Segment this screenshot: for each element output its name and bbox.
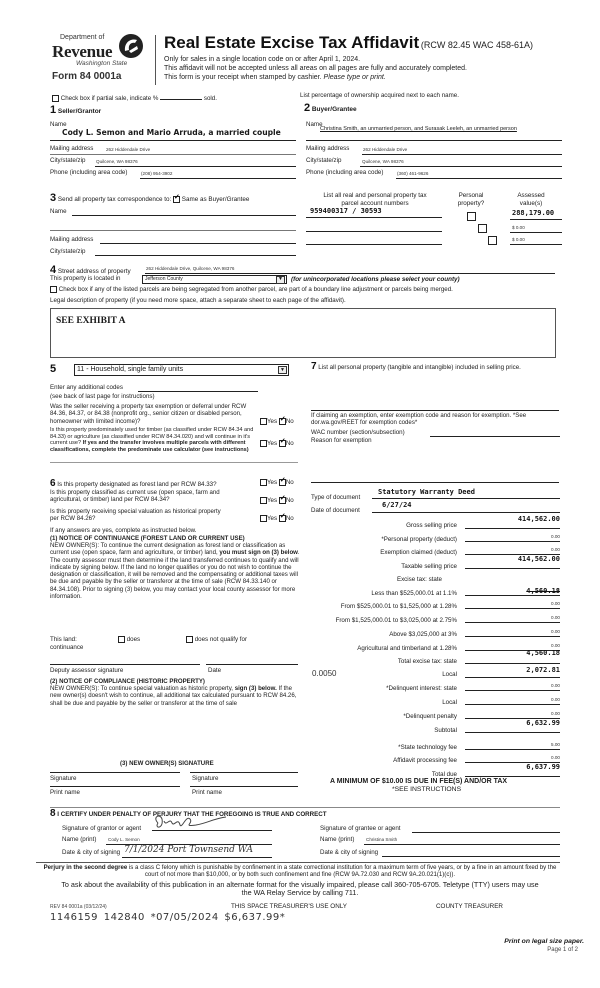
minimum-note: A MINIMUM OF $10.00 IS DUE IN FEE(S) AND/OR TAX — [330, 778, 508, 785]
does-not-qualify-checkbox[interactable] — [186, 636, 193, 643]
q-exemption-answers: Yes ✓ No — [260, 418, 294, 426]
grantor-date-city-field[interactable]: 7/1/2024 Port Townsend WA — [124, 845, 254, 855]
seller-city-field[interactable]: Quilcene, WA 98376 — [96, 159, 138, 164]
buyer-mailing-label: Mailing address — [306, 145, 350, 152]
delinquent-interest-local-label: Local — [442, 699, 457, 706]
buyer-phone-line — [396, 178, 562, 179]
grantor-name-field[interactable]: Cody L. Semon — [108, 837, 140, 842]
grantor-signature-scribble-icon — [152, 813, 232, 831]
seller-name-line — [50, 140, 296, 141]
deputy-date-field[interactable] — [206, 664, 298, 665]
doc-type-field[interactable]: Statutory Warranty Deed — [378, 488, 475, 496]
same-as-buyer-checkbox[interactable] — [173, 196, 180, 203]
segregated-row: Check box if any of the listed parcels are being segregated from another parcel, are part of a boundary line adjustment or parcels being merged. — [50, 286, 453, 294]
county-select[interactable]: Jefferson County ▼ — [142, 275, 287, 284]
form-title: Real Estate Excise Tax Affidavit — [164, 33, 420, 52]
legal-desc-label: Legal description of property (if you need more space, attach a separate sheet to each page of the affidavit). — [50, 297, 346, 304]
personal-col-header: Personal property? — [457, 192, 485, 207]
section-4-street: 4 Street address of property — [50, 264, 131, 276]
section-7-heading: 7 List all personal property (tangible and intangible) included in selling price. — [311, 361, 521, 372]
does-not-option: does not qualify for — [186, 636, 247, 644]
does-qualify-checkbox[interactable] — [118, 636, 125, 643]
assessed-line — [510, 219, 562, 220]
doc-date-label: Date of document — [311, 507, 360, 514]
deputy-signature-field[interactable] — [50, 664, 200, 665]
tier2-value[interactable]: 0.00 — [551, 601, 560, 606]
personal-property-checkbox[interactable] — [467, 212, 476, 221]
seller-mailing-field[interactable]: 262 Hiddendale Drive — [106, 147, 151, 152]
chevron-down-icon[interactable]: ▼ — [276, 276, 285, 284]
tech-fee-line — [465, 749, 560, 750]
corr-city-label: City/state/zip — [50, 248, 86, 255]
parcel-line[interactable] — [306, 244, 442, 245]
processing-fee-value[interactable]: 0.00 — [551, 755, 560, 760]
doc-date-field[interactable]: 6/27/24 — [382, 501, 412, 509]
buyer-name-field[interactable]: Christina Smith, an unmarried person, and Surasak Leeleh, an unmarried person — [320, 126, 517, 132]
q-timber-no-checkbox[interactable] — [279, 440, 286, 447]
assessed-line — [510, 244, 562, 245]
assessed-value-field[interactable]: $ 0.00 — [512, 225, 525, 230]
seller-mailing-label: Mailing address — [50, 145, 94, 152]
page-number: Page 1 of 2 — [547, 947, 578, 953]
grantor-date-label: Date & city of signing — [62, 849, 121, 856]
q-timber-answers: Yes ✓ No — [260, 440, 294, 448]
reason-field[interactable] — [311, 482, 559, 483]
corr-mailing-field[interactable] — [100, 243, 296, 244]
notice1-title: (1) NOTICE OF CONTINUANCE (FOREST LAND OR CURRENT USE) — [50, 535, 245, 542]
subtotal-label: Subtotal — [434, 727, 457, 734]
dor-logo — [48, 31, 148, 87]
certify-heading: 8 I CERTIFY UNDER PENALTY OF PERJURY THAT THE FOREGOING IS TRUE AND CORRECT — [50, 808, 327, 819]
q-current-use-answers: Yes ✓ No — [260, 497, 294, 505]
delinquent-interest-state-value[interactable]: 0.00 — [551, 683, 560, 688]
print-name-1-label: Print name — [50, 789, 80, 796]
see-instructions-note: *SEE INSTRUCTIONS — [392, 786, 462, 793]
seller-mailing-line — [50, 154, 296, 155]
assessed-col-header: Assessed value(s) — [517, 192, 545, 207]
partial-sale-row: Check box if partial sale, indicate % sold. — [52, 94, 217, 103]
buyer-phone-label: Phone (including area code) — [306, 169, 384, 176]
additional-codes-label: Enter any additional codes — [50, 384, 123, 391]
partial-sale-percent-field[interactable] — [160, 94, 202, 100]
parcel-line — [306, 217, 442, 218]
section-5-divider — [50, 462, 298, 463]
grantee-name-field[interactable]: Christina Smith — [366, 837, 398, 842]
seller-city-label: City/state/zip — [50, 157, 86, 164]
tier2-line — [465, 608, 560, 609]
buyer-name-label: Name — [306, 121, 323, 128]
tier3-label: From $1,525,000.01 to $3,025,000 at 2.75% — [335, 617, 457, 624]
assessed-value-field[interactable]: 288,179.00 — [512, 209, 555, 217]
grantee-name-label: Name (print) — [320, 836, 355, 843]
q-forest-no-checkbox[interactable] — [279, 479, 286, 486]
assessed-value-field[interactable]: $ 0.00 — [512, 237, 525, 242]
form-number: Form 84 0001a — [52, 71, 122, 82]
assessed-line — [510, 232, 562, 233]
parcel-line[interactable] — [306, 231, 442, 232]
personal-property-checkbox[interactable] — [488, 236, 497, 245]
subtotal-line — [465, 732, 560, 733]
local-rate: 0.0050 — [312, 669, 337, 678]
ag-timber-label: Agricultural and timberland at 1.28% — [357, 645, 457, 652]
legal-description-field[interactable]: SEE EXHIBIT A — [50, 308, 556, 358]
print-name-1-field[interactable] — [50, 786, 180, 787]
seller-phone-label: Phone (including area code) — [50, 169, 128, 176]
total-state-line — [465, 663, 560, 664]
notice2-title: (2) NOTICE OF COMPLIANCE (HISTORIC PROPERTY) — [50, 678, 205, 685]
q-historic-answers: Yes ✓ No — [260, 515, 294, 523]
continuance-label: continuance — [50, 644, 84, 651]
taxable-price-value[interactable]: 414,562.00 — [517, 555, 560, 563]
delinquent-interest-state-label: *Delinquent interest: state — [386, 685, 457, 692]
wac-label: WAC number (section/subsection) — [311, 429, 405, 436]
q-historic-yes-checkbox[interactable] — [260, 515, 267, 522]
section-3-heading: 3 Send all property tax correspondence to: ✓ Same as Buyer/Grantee — [50, 192, 249, 206]
deputy-sig-label: Deputy assessor signature — [50, 667, 124, 674]
tier1-line — [465, 595, 560, 596]
does-option: does — [118, 636, 140, 644]
delinquent-penalty-label: *Delinquent penalty — [403, 713, 457, 720]
parcel-number-field[interactable]: 959400317 / 30593 — [310, 207, 382, 215]
q-exemption-no-checkbox[interactable] — [279, 418, 286, 425]
tier4-label: Above $3,025,000 at 3% — [389, 631, 457, 638]
grantor-sig-label: Signature of grantor or agent — [62, 825, 142, 832]
q-current-use-text: Is this property classified as current use (open space, farm and agricultural, or timber) land per RCW 84.34? — [50, 489, 220, 504]
tier3-value[interactable]: 0.00 — [551, 615, 560, 620]
local-tax-label: Local — [442, 671, 457, 678]
tier1-value[interactable]: 4,560.18 — [526, 587, 560, 595]
doc-type-line — [372, 498, 560, 499]
header-line-3: This form is your receipt when stamped by cashier. Please type or print. — [164, 74, 386, 82]
total-state-value[interactable]: 4,560.18 — [526, 649, 560, 657]
taxable-price-label: Taxable selling price — [401, 563, 457, 570]
wac-field[interactable] — [430, 436, 560, 437]
perjury-notice: Perjury in the second degree is a class C felony which is punishable by confinement in a state correctional institution for a maximum term of five years, or by a fine in an amount fixed by the court of not more than $10,000, or by both such confinement and fine (RCW 9A.72.030 and RCW 9A.20.021(1)(c)). — [43, 864, 557, 878]
q-exemption-text: Was the seller receiving a property tax exemption or deferral under RCW 84.36, 84.37, or 84.38 (nonprofit org., senior citizen or disabled person, homeowner with limited income)? — [50, 403, 247, 425]
chevron-down-icon[interactable]: ▼ — [278, 366, 287, 374]
corr-name-field[interactable] — [72, 215, 296, 216]
receipt-stamp: 1146159 142840 *07/05/2024 $6,637.99* — [50, 912, 286, 923]
tier3-line — [465, 622, 560, 623]
q-historic-text: Is this property receiving special valuation as historical property per RCW 84.26? — [50, 508, 221, 523]
total-due-line — [465, 776, 560, 777]
section-2-heading: 2 Buyer/Grantee — [304, 102, 357, 114]
form-rcw: (RCW 82.45 WAC 458-61A) — [420, 40, 534, 50]
corr-mailing-label: Mailing address — [50, 236, 94, 243]
tier2-label: From $525,000.01 to $1,525,000 at 1.28% — [340, 603, 457, 610]
logo-state-text: Washington State — [76, 60, 128, 67]
section-1-heading: 1 Seller/Grantor — [50, 104, 102, 116]
buyer-mailing-field[interactable]: 262 Hiddendale Drive — [363, 147, 408, 152]
corr-city-field[interactable] — [95, 255, 296, 256]
treasurer-use: THIS SPACE TREASURER'S USE ONLY — [231, 903, 347, 910]
delinquent-penalty-value[interactable]: 0.00 — [551, 711, 560, 716]
grantor-name-label: Name (print) — [62, 836, 97, 843]
logo-dept-text: Department of — [60, 34, 105, 41]
new-owner-signature-1-field[interactable] — [50, 772, 180, 773]
tax-calculation — [300, 515, 572, 805]
buyer-phone-field[interactable]: (360) 461-9626 — [397, 171, 429, 176]
alt-format-notice: To ask about the availability of this publication in an alternate format for the visually impaired, please call 360-705-6705. Teletype (TTY) users may use the WA Relay Service by calling 711. — [61, 880, 539, 897]
q-forest-row: 6 Is this property designated as forest land per RCW 84.33? — [50, 478, 217, 489]
grantor-date-line — [122, 857, 272, 858]
grantee-sig-label: Signature of grantee or agent — [320, 825, 401, 832]
ownership-note: List percentage of ownership acquired next to each name. — [300, 92, 459, 99]
segregated-checkbox[interactable] — [50, 286, 57, 293]
delinquent-interest-state-line — [465, 690, 560, 691]
notice2-text: NEW OWNER(S): To continue special valuation as historic property, sign (3) below. If the new owner(s) doesn't wish to continue, all additional tax calculated pursuant to RCW 84.26, shall be due and payable by the seller or transferor at the time of sale — [50, 685, 297, 707]
buyer-mailing-line — [362, 154, 562, 155]
signature-1-label: Signature — [50, 775, 77, 782]
total-due-label: Total due — [431, 771, 457, 778]
notice3-title: (3) NEW OWNER(S) SIGNATURE — [120, 760, 214, 767]
deputy-date-label: Date — [208, 667, 222, 674]
taxable-price-line — [465, 568, 560, 569]
header-line-1: Only for sales in a single location code on or after April 1, 2024. — [164, 56, 361, 64]
gross-price-line — [465, 528, 560, 529]
rev-number: REV 84 0001a (03/12/24) — [50, 904, 107, 910]
delinquent-interest-local-value[interactable]: 0.00 — [551, 697, 560, 702]
exemption-claimed-value[interactable]: 0.00 — [551, 547, 560, 552]
header-divider — [155, 35, 156, 85]
subtotal-value[interactable]: 6,632.99 — [526, 719, 560, 727]
additional-codes-field[interactable] — [138, 391, 258, 392]
print-name-2-label: Print name — [192, 789, 222, 796]
new-owner-signature-2-field[interactable] — [190, 772, 298, 773]
header-line-2: This affidavit will not be accepted unless all areas on all pages are fully and accurately completed. — [164, 65, 467, 73]
local-tax-line — [465, 677, 560, 678]
signature-2-label: Signature — [192, 775, 219, 782]
q-timber-yes-checkbox[interactable] — [260, 440, 267, 447]
total-state-label: Total excise tax: state — [397, 658, 457, 665]
this-land-label: This land: — [50, 636, 77, 643]
property-street-field[interactable]: 262 Hiddendale Drive, Quilcene, WA 98376 — [146, 266, 235, 271]
grantee-date-label: Date & city of signing — [320, 849, 379, 856]
located-in-label: This property is located in — [50, 275, 121, 282]
notice1-text: NEW OWNER(S): To continue the current designation as forest land or classification as current use (open space, farm and agriculture, or timber) land, you must sign on (3) below. The county assessor must then determine if the land transferred continues to qualify and will indicate by signing below. If the land no longer qualifies or you do not wish to continue the designation or classification, it will be removed and the compensating or additional taxes will be due and payable by the seller or transferor at the time of sale (RCW 84.33.140 or 84.34.108). Prior to signing (3) below, you may contact your local county assessor for more information. — [50, 542, 300, 601]
personal-property-list-field[interactable] — [311, 410, 559, 411]
form-title-block — [164, 32, 594, 82]
ag-timber-value[interactable]: 0.00 — [551, 643, 560, 648]
section-5-number: 5 — [50, 363, 57, 375]
tier1-label: Less than $525,000.01 at 1.1% — [371, 590, 457, 597]
corr-name-line-2 — [50, 230, 296, 231]
property-street-line — [145, 273, 555, 274]
exemption-instructions: If claiming an exemption, enter exemption code and reason for exemption. *See dor.wa.gov/REET for exemption codes* — [311, 412, 527, 427]
seller-name-field[interactable]: Cody L. Semon and Mario Arruda, a married couple — [62, 128, 281, 137]
delinquent-interest-local-line — [465, 704, 560, 705]
parcel-col-header: List all real and personal property tax parcel account numbers — [323, 192, 427, 207]
county-treasurer: COUNTY TREASURER — [436, 903, 503, 910]
excise-state-heading: Excise tax: state — [396, 576, 442, 583]
tech-fee-label: *State technology fee — [398, 744, 457, 751]
processing-fee-label: Affidavit processing fee — [393, 757, 457, 764]
doc-type-label: Type of document — [311, 494, 361, 501]
q-current-no-checkbox[interactable] — [279, 497, 286, 504]
if-yes-note: If any answers are yes, complete as instructed below. — [50, 527, 197, 534]
q-forest-answers: Yes ✓ No — [260, 479, 294, 487]
seller-name-label: Name — [50, 121, 67, 128]
local-tax-value[interactable]: 2,072.81 — [526, 666, 560, 674]
partial-sale-checkbox[interactable] — [52, 95, 59, 102]
print-name-2-field[interactable] — [190, 786, 298, 787]
seller-phone-field[interactable]: (208) 954-3902 — [141, 171, 173, 176]
grantor-signature-field[interactable] — [152, 815, 272, 831]
tier4-line — [465, 636, 560, 637]
q-timber-text: Is this property predominately used for timber (as classified under RCW 84.34 and 84.33) or agriculture (as classified under RCW 84.34.020) and will continue in it's current use? If yes and the transfer involves multiple parcels with different classifications, complete the predominate use calculator (see instructions) — [50, 427, 254, 453]
buyer-city-field[interactable]: Quilcene, WA 98376 — [362, 159, 404, 164]
grantee-signature-field[interactable] — [412, 832, 560, 833]
print-legal-note: Print on legal size paper. — [504, 938, 584, 945]
tech-fee-value[interactable]: 5.00 — [551, 742, 560, 747]
footer-divider — [36, 862, 560, 863]
personal-property-value[interactable]: 0.00 — [551, 534, 560, 539]
parcel-table — [306, 190, 576, 260]
doc-date-line — [372, 512, 560, 513]
personal-property-checkbox[interactable] — [478, 224, 487, 233]
q-current-yes-checkbox[interactable] — [260, 497, 267, 504]
personal-property-label: *Personal property (deduct) — [381, 536, 457, 543]
seller-phone-line — [140, 178, 296, 179]
logo-revenue-text: Revenue — [52, 42, 113, 61]
gross-price-value[interactable]: 414,562.00 — [517, 515, 560, 523]
dor-swoosh-icon — [118, 33, 144, 59]
additional-codes-hint: (see back of last page for instructions) — [50, 393, 155, 400]
exemption-claimed-label: Exemption claimed (deduct) — [380, 549, 457, 556]
gross-price-label: Gross selling price — [406, 522, 457, 529]
seller-city-line — [95, 166, 296, 167]
corr-name-label: Name — [50, 208, 67, 215]
total-due-value[interactable]: 6,637.99 — [526, 763, 560, 771]
tier4-value[interactable]: 0.00 — [551, 629, 560, 634]
buyer-city-label: City/state/zip — [306, 157, 342, 164]
buyer-name-line — [306, 140, 562, 141]
q-exemption-yes-checkbox[interactable] — [260, 418, 267, 425]
grantee-date-field[interactable] — [382, 856, 560, 857]
q-historic-no-checkbox[interactable] — [279, 515, 286, 522]
county-hint: (for unincorporated locations please select your county) — [291, 276, 460, 283]
personal-property-line — [465, 541, 560, 542]
grantee-name-line — [364, 844, 560, 845]
q-forest-yes-checkbox[interactable] — [260, 479, 267, 486]
land-use-select[interactable]: 11 - Household, single family units ▼ — [74, 364, 289, 376]
reason-label: Reason for exemption — [311, 437, 372, 444]
buyer-city-line — [360, 166, 562, 167]
